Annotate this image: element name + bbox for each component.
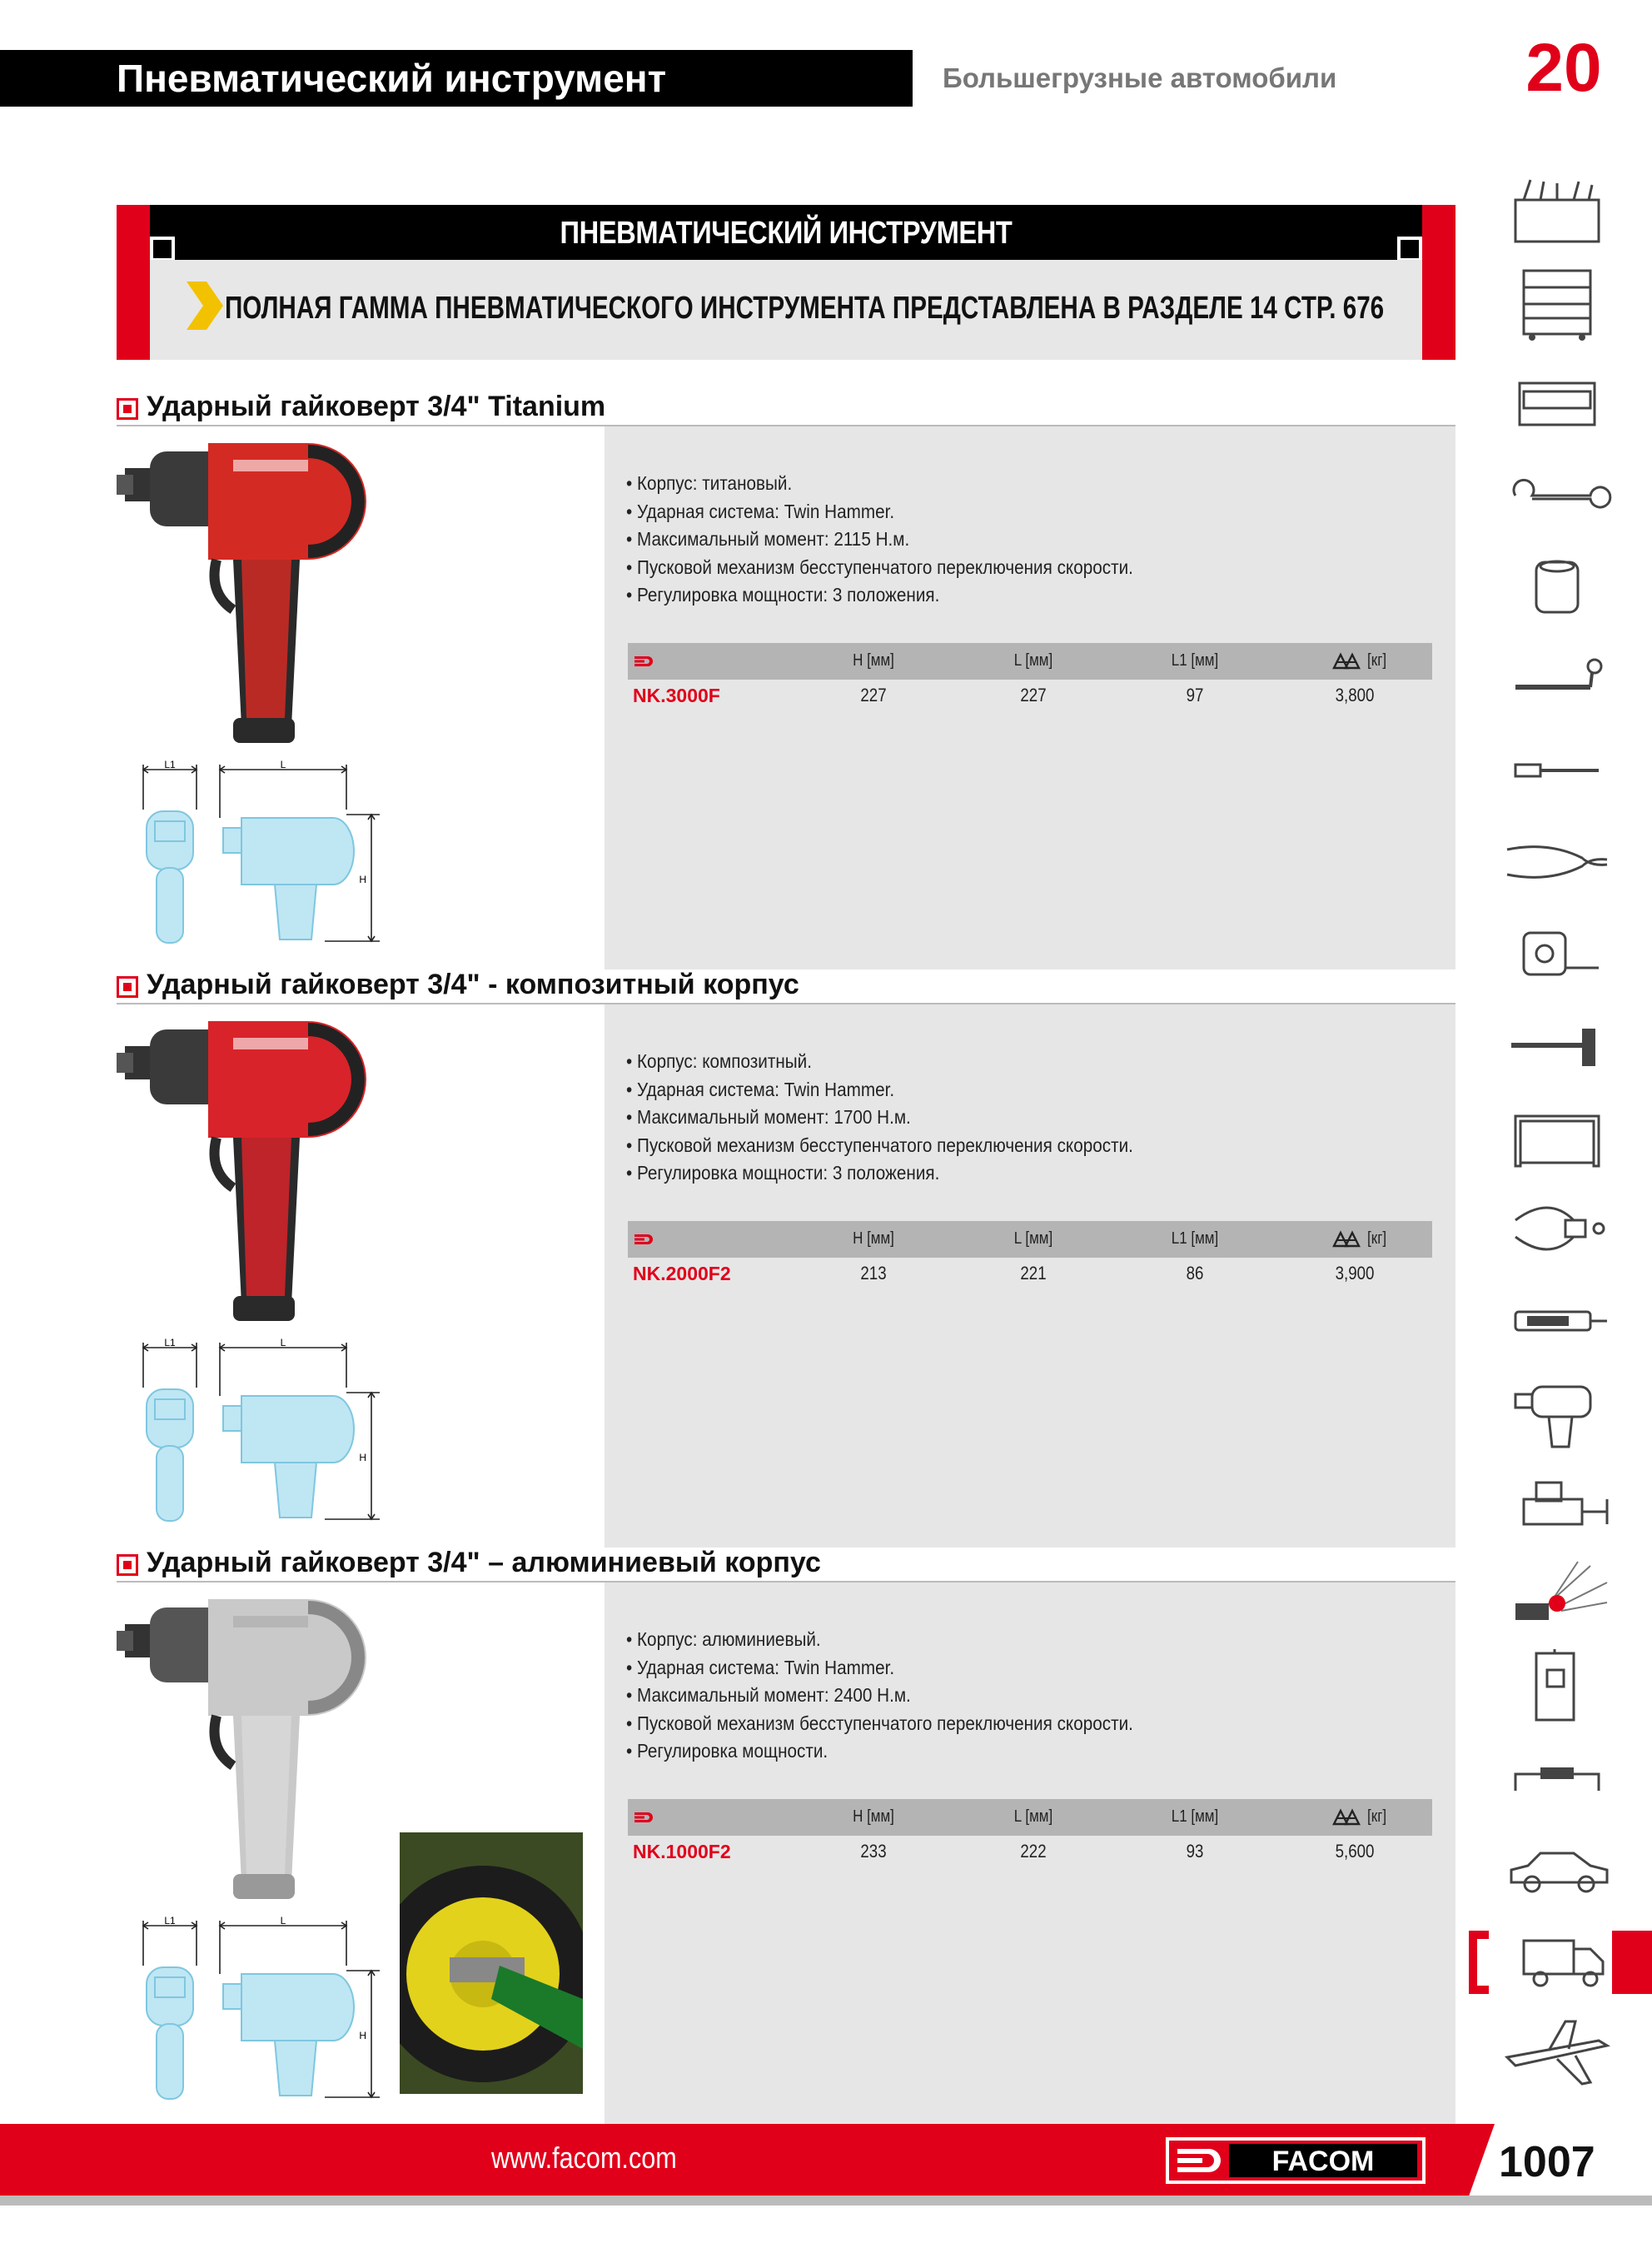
spec-col-l: L [мм] [1013, 651, 1053, 670]
feature-item: • Корпус: титановый. [626, 472, 793, 494]
facom-logo-icon [634, 1811, 658, 1824]
svg-text:L: L [280, 1338, 286, 1348]
feature-item: • Регулировка мощности. [626, 1740, 828, 1762]
impact-wrench-icon[interactable] [1499, 1374, 1615, 1449]
tool-cabinet-icon[interactable] [1499, 267, 1615, 341]
spec-value-h: 233 [860, 1841, 887, 1862]
hacksaw-icon[interactable] [1499, 1099, 1615, 1174]
feature-item: • Ударная система: Twin Hammer. [626, 1656, 895, 1678]
svg-text:L: L [280, 1916, 286, 1926]
pliers-icon[interactable] [1499, 825, 1615, 900]
product-photo [117, 435, 383, 768]
spec-col-l1: L1 [мм] [1171, 1807, 1219, 1826]
product-title: Ударный гайковерт 3/4" Titanium [147, 391, 606, 422]
facom-logo-icon [634, 1233, 658, 1246]
product-code: NK.2000F2 [633, 1263, 731, 1284]
section-marker-icon [117, 398, 138, 420]
footer-url-link[interactable]: www.facom.com [491, 2141, 677, 2175]
feature-item: • Пусковой механизм бесступенчатого переключения скорости. [626, 556, 1133, 578]
feature-list [626, 1048, 1133, 1188]
spec-col-weight: [кг] [1367, 1229, 1387, 1248]
page-title: Пневматический инструмент [117, 57, 667, 100]
puller-icon[interactable] [1499, 1191, 1615, 1266]
banner-title: ПНЕВМАТИЧЕСКИЙ ИНСТРУМЕНТ [560, 216, 1013, 251]
truck-icon[interactable] [1499, 1924, 1615, 1999]
welding-icon[interactable] [1499, 1558, 1615, 1632]
dimension-drawing [117, 760, 383, 951]
feature-item: • Регулировка мощности: 3 положения. [626, 584, 940, 606]
banner-note: ПОЛНАЯ ГАММА ПНЕВМАТИЧЕСКОГО ИНСТРУМЕНТА ПРЕДСТАВЛЕНА В РАЗДЕЛЕ 14 СТР. 676 [225, 291, 1385, 326]
tool-drawer-icon[interactable] [1499, 366, 1615, 441]
svg-text:H: H [359, 1452, 366, 1463]
svg-text:L1: L1 [164, 760, 176, 770]
facom-logo-icon [634, 655, 658, 668]
lifting-handle-icon[interactable] [1499, 1741, 1615, 1816]
facom-logo [1166, 2137, 1426, 2184]
feature-item: • Пусковой механизм бесступенчатого переключения скорости. [626, 1134, 1133, 1156]
feature-item: • Корпус: алюминиевый. [626, 1628, 821, 1650]
section-marker-icon [117, 1554, 138, 1576]
product-photo [117, 1591, 383, 1924]
tape-measure-icon[interactable] [1499, 916, 1615, 991]
section-banner [117, 205, 1455, 360]
feature-item: • Пусковой механизм бесступенчатого переключения скорости. [626, 1712, 1133, 1734]
feature-list [626, 470, 1133, 610]
application-photo [400, 1832, 583, 2094]
feature-item: • Ударная система: Twin Hammer. [626, 500, 895, 522]
product-code: NK.3000F [633, 685, 720, 706]
facom-brand-text: FACOM [1271, 2146, 1375, 2177]
toolbox-icon[interactable] [1499, 175, 1615, 250]
car-icon[interactable] [1499, 1832, 1615, 1907]
product-code: NK.1000F2 [633, 1841, 731, 1862]
banner-corner-square [1397, 237, 1422, 262]
page-number: 1007 [1499, 2138, 1595, 2186]
spec-col-l1: L1 [мм] [1171, 1229, 1219, 1248]
chevron-right-icon [185, 282, 223, 330]
svg-text:H: H [359, 2030, 366, 2041]
circuit-breaker-icon[interactable] [1499, 1649, 1615, 1724]
section-subtitle: Большегрузные автомобили [943, 62, 1337, 93]
spec-col-weight: [кг] [1367, 1807, 1387, 1826]
vise-icon[interactable] [1499, 1466, 1615, 1541]
feature-item: • Максимальный момент: 1700 Н.м. [626, 1106, 911, 1129]
svg-text:H: H [359, 874, 366, 885]
combination-wrench-icon[interactable] [1499, 458, 1615, 533]
dimension-drawing [117, 1916, 383, 2107]
svg-text:L: L [280, 760, 286, 770]
airplane-icon[interactable] [1499, 2016, 1615, 2091]
spec-col-l: L [мм] [1013, 1229, 1053, 1248]
spec-col-h: H [мм] [853, 651, 894, 670]
spec-col-weight: [кг] [1367, 651, 1387, 670]
spec-value-l1: 97 [1186, 685, 1204, 705]
feature-item: • Ударная система: Twin Hammer. [626, 1078, 895, 1100]
product-title: Ударный гайковерт 3/4" - композитный корпус [147, 969, 799, 1000]
spec-value-weight: 5,600 [1335, 1841, 1375, 1862]
dimension-drawing [117, 1338, 383, 1529]
spec-col-l1: L1 [мм] [1171, 651, 1219, 670]
spec-value-l: 227 [1020, 685, 1047, 705]
spec-value-l1: 86 [1186, 1263, 1204, 1283]
feature-item: • Максимальный момент: 2115 Н.м. [626, 528, 910, 551]
spec-value-weight: 3,900 [1335, 1263, 1375, 1283]
multimeter-icon[interactable] [1499, 1283, 1615, 1358]
spec-col-l: L [мм] [1013, 1807, 1053, 1826]
svg-text:L1: L1 [164, 1916, 176, 1926]
chapter-number: 20 [1525, 30, 1602, 106]
product-title: Ударный гайковерт 3/4" – алюминиевый корпус [147, 1547, 821, 1578]
svg-text:L1: L1 [164, 1338, 176, 1348]
feature-list [626, 1626, 1133, 1766]
spec-col-h: H [мм] [853, 1807, 894, 1826]
banner-corner-square [150, 237, 175, 262]
spec-value-l1: 93 [1186, 1841, 1204, 1862]
spec-value-l: 222 [1020, 1841, 1047, 1862]
spec-value-h: 227 [860, 685, 887, 705]
feature-item: • Регулировка мощности: 3 положения. [626, 1162, 940, 1184]
feature-item: • Корпус: композитный. [626, 1050, 812, 1072]
hammer-icon[interactable] [1499, 1008, 1615, 1083]
section-marker-icon [117, 976, 138, 998]
feature-item: • Максимальный момент: 2400 Н.м. [626, 1684, 911, 1707]
spec-col-h: H [мм] [853, 1229, 894, 1248]
socket-icon[interactable] [1499, 550, 1615, 625]
spec-value-l: 221 [1020, 1263, 1047, 1283]
spec-value-weight: 3,800 [1335, 685, 1375, 705]
spec-value-h: 213 [860, 1263, 887, 1283]
product-photo [117, 1013, 383, 1346]
ratchet-icon[interactable] [1499, 641, 1615, 716]
screwdriver-icon[interactable] [1499, 733, 1615, 808]
